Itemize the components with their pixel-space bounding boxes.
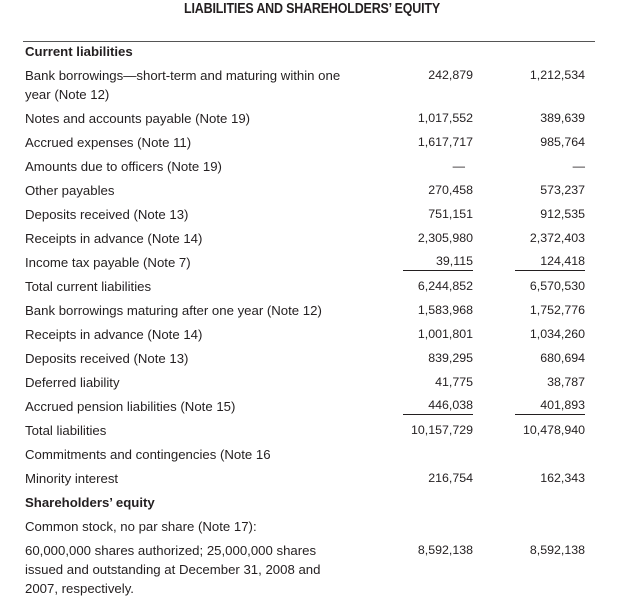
value-2008: 751,151 <box>428 207 473 221</box>
row-label: Other payables <box>25 183 115 198</box>
section-heading-current-liabilities: Current liabilities <box>25 44 133 59</box>
value-2008: — <box>452 159 465 173</box>
value-2008: 216,754 <box>428 471 473 485</box>
statement-title: LIABILITIES AND SHAREHOLDERS’ EQUITY <box>184 1 440 17</box>
value-2007: 573,237 <box>540 183 585 197</box>
value-2007: 6,570,530 <box>529 279 585 293</box>
row-label: Receipts in advance (Note 14) <box>25 327 203 342</box>
value-2008: 1,617,717 <box>417 135 473 149</box>
value-2008: 1,017,552 <box>417 111 473 125</box>
value-2007: — <box>572 159 585 173</box>
value-2008: 839,295 <box>428 351 473 365</box>
row-label: Common stock, no par share (Note 17): <box>25 519 257 534</box>
row-label: Bank borrowings—short-term and maturing within one year (Note 12) <box>25 68 341 102</box>
row-label: Notes and accounts payable (Note 19) <box>25 111 251 126</box>
value-2007: 985,764 <box>540 135 585 149</box>
value-2007: 389,639 <box>540 111 585 125</box>
value-2007: 680,694 <box>540 351 585 365</box>
row-label: Accrued pension liabilities (Note 15) <box>25 399 236 414</box>
row-label: 60,000,000 shares authorized; 25,000,000 shares issued and outstanding at December 31, 2008 and 2007, respectively. <box>25 543 321 596</box>
row-label: Income tax payable (Note 7) <box>25 255 191 270</box>
value-2007: 162,343 <box>540 471 585 485</box>
row-label: Accrued expenses (Note 11) <box>25 135 192 150</box>
row-label: Deposits received (Note 13) <box>25 207 189 222</box>
row-label: Amounts due to officers (Note 19) <box>25 159 222 174</box>
row-label: Receipts in advance (Note 14) <box>25 231 203 246</box>
row-label: Total current liabilities <box>25 279 152 294</box>
value-2007: 10,478,940 <box>522 423 585 437</box>
row-label: Total liabilities <box>25 423 107 438</box>
value-2007: 2,372,403 <box>529 231 585 245</box>
row-label: Minority interest <box>25 471 119 486</box>
section-heading-shareholders-equity: Shareholders’ equity <box>25 495 155 510</box>
value-2008: 1,583,968 <box>417 303 473 317</box>
value-2007: 8,592,138 <box>529 543 585 557</box>
value-2008: 6,244,852 <box>417 279 473 293</box>
value-2007: 38,787 <box>547 375 585 389</box>
value-2008: 8,592,138 <box>417 543 473 557</box>
value-2007: 1,752,776 <box>529 303 585 317</box>
value-2008: 10,157,729 <box>410 423 473 437</box>
value-2008: 41,775 <box>435 375 473 389</box>
value-2008: 270,458 <box>428 183 473 197</box>
row-label: Bank borrowings maturing after one year (Note 12) <box>25 303 322 318</box>
value-2008: 1,001,801 <box>417 327 473 341</box>
value-2008: 242,879 <box>428 68 473 82</box>
row-label: Deposits received (Note 13) <box>25 351 189 366</box>
value-2007: 912,535 <box>540 207 585 221</box>
value-2007: 1,212,534 <box>529 68 585 82</box>
value-2008-subtotal-line: 446,038 <box>403 397 473 415</box>
value-2007-subtotal-line: 124,418 <box>515 253 585 271</box>
value-2007: 1,034,260 <box>529 327 585 341</box>
row-label: Commitments and contingencies (Note 16 <box>25 447 271 462</box>
value-2007-subtotal-line: 401,893 <box>515 397 585 415</box>
value-2008-subtotal-line: 39,115 <box>403 253 473 271</box>
value-2008: 2,305,980 <box>417 231 473 245</box>
row-label: Deferred liability <box>25 375 120 390</box>
